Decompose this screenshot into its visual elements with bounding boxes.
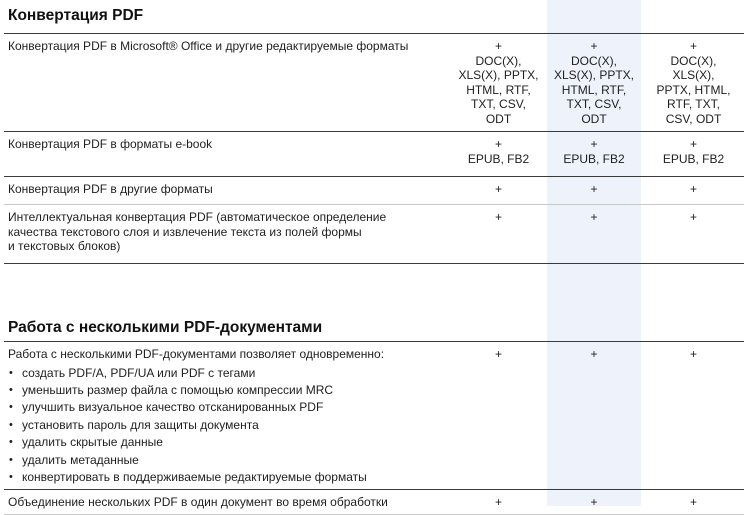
cell-value: + bbox=[494, 210, 502, 224]
table-row bbox=[4, 490, 744, 515]
list-item: • конвертировать в поддерживаемые редактируемые форматы bbox=[8, 469, 448, 486]
section-spacer bbox=[4, 264, 744, 312]
cell-value: + DOC(X), XLS(X), PPTX, HTML, RTF, TXT, CSV, ODT bbox=[553, 39, 635, 126]
table-row bbox=[4, 205, 744, 264]
comparison-table bbox=[4, 0, 744, 515]
row-label: Объединение нескольких PDF в один документ во время обработки bbox=[8, 495, 388, 509]
cell-value: + DOC(X), XLS(X), PPTX, HTML, RTF, TXT, CSV, ODT bbox=[458, 39, 539, 126]
table-row bbox=[4, 177, 744, 205]
table-row bbox=[4, 132, 744, 177]
row-label: Конвертация PDF в другие форматы bbox=[8, 182, 213, 196]
list-item: • удалить метаданные bbox=[8, 452, 448, 469]
list-item: • удалить скрытые данные bbox=[8, 434, 448, 451]
cell-value: + bbox=[494, 495, 502, 509]
cell-value: + bbox=[590, 210, 598, 224]
cell-value: + EPUB, FB2 bbox=[662, 137, 725, 166]
section-title-multiple-pdf: Работа с несколькими PDF-документами bbox=[4, 312, 744, 342]
list-item: • установить пароль для защиты документа bbox=[8, 417, 448, 434]
section-title-pdf-conversion: Конвертация PDF bbox=[4, 0, 744, 34]
bullet-list bbox=[8, 365, 448, 487]
cell-value: + bbox=[494, 182, 502, 196]
table-row bbox=[4, 342, 744, 490]
table-row bbox=[4, 34, 744, 132]
cell-value: + EPUB, FB2 bbox=[563, 137, 625, 166]
list-item: • улучшить визуальное качество отсканированных PDF bbox=[8, 399, 448, 416]
cell-value: + bbox=[689, 182, 697, 196]
cell-value: + bbox=[590, 347, 598, 361]
cell-value: + bbox=[689, 347, 697, 361]
row-label: Конвертация PDF в форматы e-book bbox=[8, 137, 213, 151]
list-item: • создать PDF/A, PDF/UA или PDF с тегами bbox=[8, 365, 448, 382]
cell-value: + bbox=[689, 210, 697, 224]
cell-value: + DOC(X), XLS(X), PPTX, HTML, RTF, TXT, CSV, ODT bbox=[656, 39, 731, 126]
cell-value: + bbox=[689, 495, 697, 509]
list-item: • уменьшить размер файла с помощью компрессии MRC bbox=[8, 382, 448, 399]
row-label: Конвертация PDF в Microsoft® Office и другие редактируемые форматы bbox=[8, 39, 409, 53]
cell-value: + bbox=[590, 182, 598, 196]
row-label: Интеллектуальная конвертация PDF (автоматическое определение качества текстового слоя и извлечение текста из полей формы и текстовых блоков) bbox=[8, 210, 387, 254]
cell-value: + bbox=[590, 495, 598, 509]
row-label: Работа с несколькими PDF-документами позволяет одновременно: • создать PDF/A, PDF/UA или PDF с тегами • уменьшить размер файла с помощью компрессии MRC • улучшить визуальное качество отсканированных PDF • установить пароль для защиты документа • удалить скрытые данные • удалить метаданные • конвертировать в поддерживаемые редактируемые форматы bbox=[4, 342, 452, 489]
cell-value: + EPUB, FB2 bbox=[467, 137, 530, 166]
cell-value: + bbox=[494, 347, 502, 361]
